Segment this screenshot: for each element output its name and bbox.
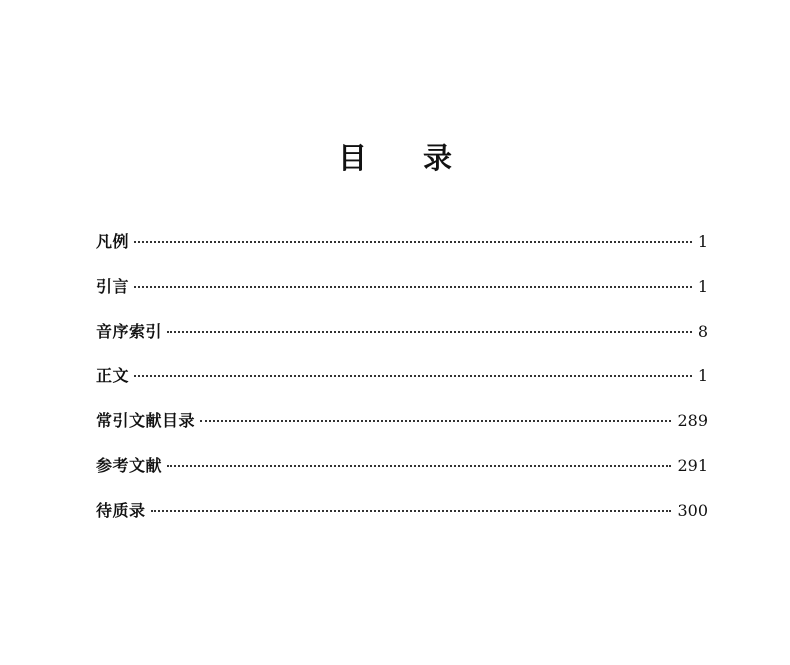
toc-entry-changyin-wenxian <box>96 411 708 456</box>
toc-entry-page: 8 <box>697 321 708 341</box>
dot-leader <box>200 420 671 422</box>
toc-entry-label: 引言 <box>96 276 130 296</box>
dot-leader <box>151 510 672 512</box>
toc-entry-page: 1 <box>697 366 708 386</box>
table-of-contents <box>96 232 708 546</box>
toc-entry-daizhilu <box>96 501 708 546</box>
toc-entry-page: 291 <box>677 455 708 475</box>
toc-entry-label: 正文 <box>96 366 130 386</box>
toc-entry-label: 常引文献目录 <box>96 411 196 431</box>
toc-entry-fanli <box>96 232 708 277</box>
toc-entry-label: 凡例 <box>96 232 130 251</box>
toc-entry-cankao-wenxian <box>96 456 708 501</box>
toc-entry-yinyan <box>96 277 708 322</box>
toc-entry-label: 参考文献 <box>96 455 163 475</box>
toc-entry-page: 1 <box>697 276 708 296</box>
dot-leader <box>134 375 692 377</box>
toc-entry-page: 300 <box>677 500 708 520</box>
dot-leader <box>167 465 671 467</box>
toc-entry-page: 1 <box>697 232 708 251</box>
page-title: 目录 <box>337 141 508 175</box>
toc-entry-page: 289 <box>677 411 708 431</box>
toc-entry-label: 音序索引 <box>96 321 163 341</box>
toc-entry-yinxu-suoyin <box>96 322 708 367</box>
dot-leader <box>134 286 692 288</box>
toc-entry-label: 待质录 <box>96 500 146 520</box>
dot-leader <box>167 331 692 333</box>
dot-leader <box>134 241 692 243</box>
toc-entry-zhengwen <box>96 366 708 411</box>
